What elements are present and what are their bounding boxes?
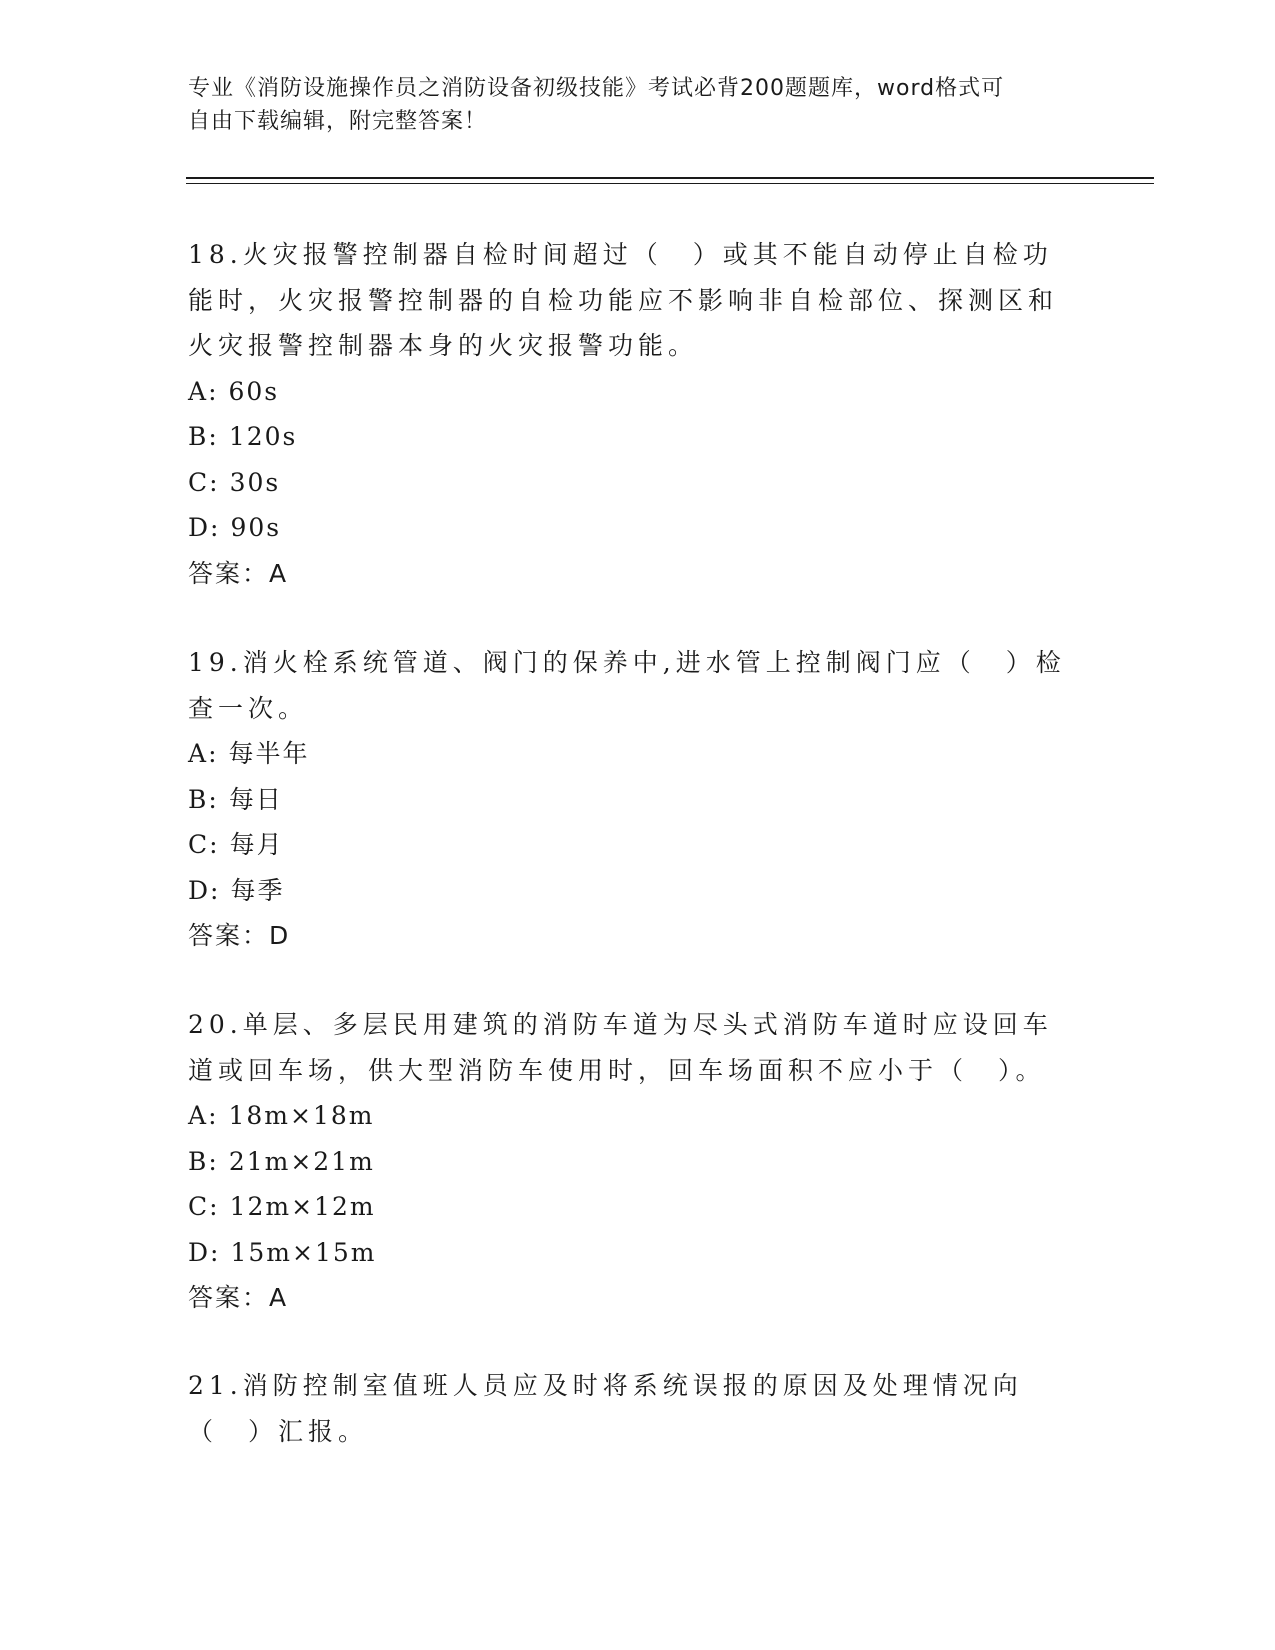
- option-key: B: [188, 1146, 209, 1176]
- option-separator: :: [208, 1101, 219, 1130]
- option-text: 21m×21m: [228, 1146, 375, 1176]
- option-a: [188, 369, 1078, 415]
- question-20: [188, 1002, 1078, 1321]
- option-separator: :: [210, 875, 221, 905]
- option-text: 每日: [228, 784, 283, 814]
- option-a: [188, 731, 1078, 777]
- option-c: [188, 460, 1078, 506]
- header-divider: [186, 177, 1154, 179]
- option-a: [188, 1093, 1078, 1139]
- option-key: A: [188, 1101, 209, 1130]
- header-line-1: 专业《消防设施操作员之消防设备初级技能》考试必背200题题库，word格式可: [188, 76, 1005, 101]
- option-text: 15m×15m: [230, 1237, 377, 1267]
- option-c: [188, 1184, 1078, 1230]
- option-separator: :: [208, 784, 219, 814]
- header-divider-thin: [186, 183, 1154, 184]
- header-line-2: 自由下载编辑，附完整答案！: [188, 109, 488, 134]
- option-text: 每半年: [228, 739, 310, 768]
- option-b: [188, 1139, 1078, 1185]
- option-separator: :: [209, 1192, 220, 1221]
- option-text: 12m×12m: [229, 1192, 376, 1221]
- option-key: C: [188, 467, 210, 497]
- answer-line: 答案：D: [188, 921, 291, 950]
- option-text: 每月: [229, 830, 284, 859]
- option-separator: :: [209, 467, 220, 497]
- option-key: C: [188, 830, 210, 859]
- option-key: A: [188, 376, 209, 406]
- option-d: [188, 868, 1078, 914]
- answer-line: 答案：A: [188, 1283, 289, 1312]
- question-21: [188, 1363, 1078, 1454]
- question-stem: 19.消火栓系统管道、阀门的保养中,进水管上控制阀门应（ ）检查一次。: [188, 648, 1066, 723]
- option-separator: :: [208, 739, 219, 768]
- option-d: [188, 505, 1078, 551]
- option-separator: :: [208, 376, 219, 406]
- option-text: 120s: [228, 422, 298, 451]
- option-key: D: [188, 875, 211, 905]
- option-separator: :: [209, 830, 220, 859]
- question-stem: 18.火灾报警控制器自检时间超过（ ）或其不能自动停止自检功能时，火灾报警控制器的自检功能应不影响非自检部位、探测区和火灾报警控制器本身的火灾报警功能。: [188, 240, 1059, 360]
- option-b: [188, 414, 1078, 460]
- option-separator: :: [210, 513, 221, 542]
- option-separator: :: [210, 1237, 221, 1267]
- option-key: D: [188, 1237, 211, 1267]
- option-separator: :: [208, 1146, 219, 1176]
- option-d: [188, 1230, 1078, 1276]
- question-19: [188, 640, 1078, 959]
- option-text: 每季: [230, 875, 285, 905]
- option-key: A: [188, 739, 209, 768]
- answer-line: 答案：A: [188, 558, 289, 588]
- option-text: 90s: [230, 513, 282, 542]
- option-text: 18m×18m: [228, 1101, 375, 1130]
- document-header: [188, 72, 1068, 138]
- question-stem: 20.单层、多层民用建筑的消防车道为尽头式消防车道时应设回车道或回车场，供大型消防车使用时，回车场面积不应小于（ ）。: [188, 1010, 1053, 1085]
- option-text: 60s: [228, 376, 280, 406]
- question-18: [188, 232, 1078, 596]
- option-key: D: [188, 513, 211, 542]
- option-text: 30s: [229, 467, 281, 497]
- question-stem: 21.消防控制室值班人员应及时将系统误报的原因及处理情况向（ ）汇报。: [188, 1371, 1023, 1446]
- option-key: C: [188, 1192, 210, 1221]
- option-c: [188, 822, 1078, 868]
- option-separator: :: [208, 422, 219, 451]
- option-key: B: [188, 784, 209, 814]
- option-b: [188, 777, 1078, 823]
- option-key: B: [188, 422, 209, 451]
